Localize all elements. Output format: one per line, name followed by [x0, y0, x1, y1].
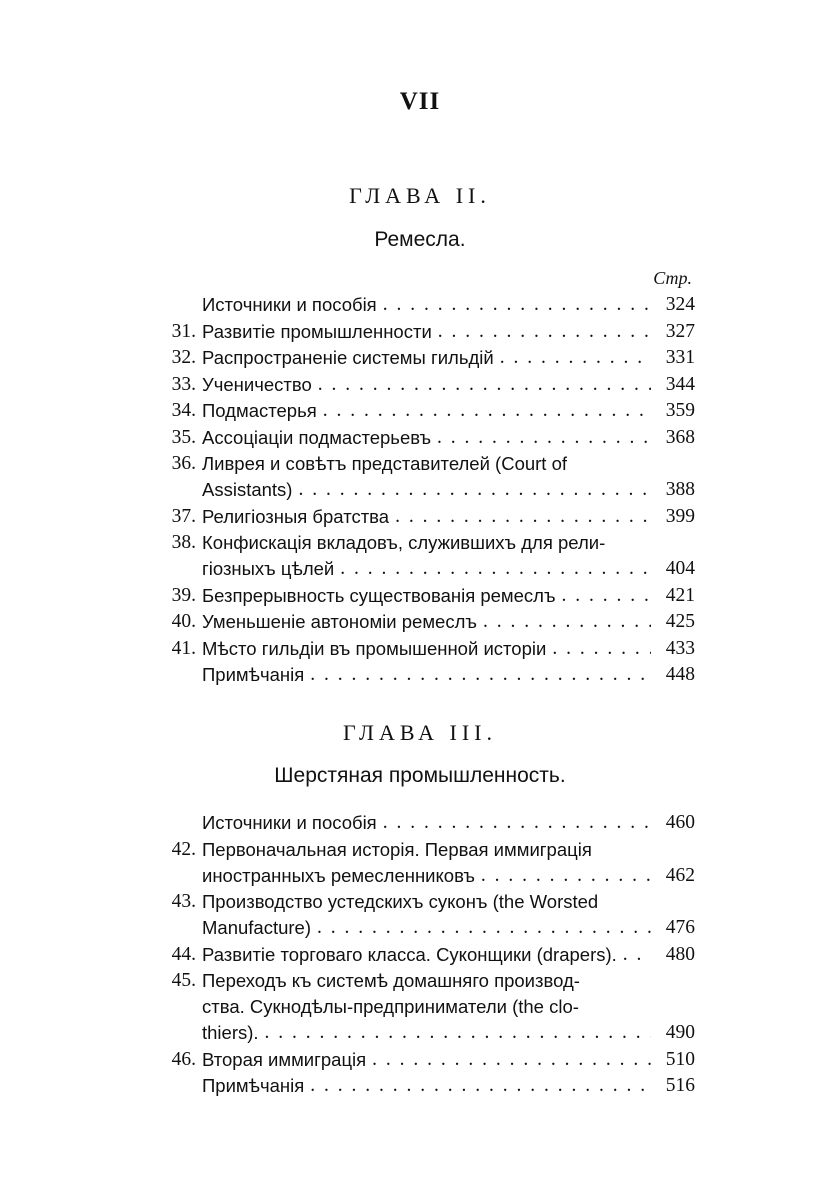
entry-page: 324	[665, 294, 695, 315]
chapter-heading: ГЛАВА III.	[342, 720, 498, 745]
toc-entry[interactable]	[150, 345, 695, 371]
entry-title: Примѣчанія	[202, 664, 305, 685]
dot-leader	[389, 504, 651, 530]
dot-leader	[317, 398, 651, 424]
toc-entry[interactable]	[150, 636, 695, 662]
toc-entry[interactable]	[150, 609, 695, 635]
entry-number: 39.	[171, 584, 196, 606]
toc-entry[interactable]	[150, 810, 695, 836]
toc-entry[interactable]	[150, 398, 695, 424]
toc-entry[interactable]	[150, 583, 695, 609]
entry-number: 35.	[171, 426, 196, 448]
entry-page: 404	[665, 558, 695, 579]
entry-title: Assistants)	[202, 479, 293, 500]
page-number: VII	[399, 88, 441, 115]
dot-leader	[546, 636, 651, 662]
entry-page: 425	[665, 611, 695, 632]
entry-page: 344	[665, 373, 695, 395]
entry-title: thiers).	[202, 1022, 259, 1043]
toc-entry[interactable]	[150, 319, 695, 345]
entry-title: Ливрея и совѣтъ представителей (Court of	[202, 453, 568, 474]
chapter-heading: ГЛАВА II.	[349, 183, 491, 208]
entry-title: Источники и пособія	[202, 812, 377, 833]
entry-title: Источники и пособія	[202, 294, 377, 315]
entry-title: Безпрерывность существованія ремеслъ	[202, 584, 556, 606]
entry-number: 33.	[171, 373, 196, 395]
entry-page: 359	[665, 400, 695, 421]
toc-entry[interactable]	[150, 1047, 695, 1073]
entry-title: ства. Сукнодѣлы-предприниматели (the clo-	[202, 996, 579, 1017]
page-column-label: Стр.	[653, 268, 692, 288]
entry-title: гіозныхъ цѣлей	[202, 558, 335, 579]
entry-page: 510	[665, 1048, 695, 1070]
toc-entry[interactable]	[150, 1073, 695, 1099]
dot-leader	[304, 662, 651, 688]
toc-entry[interactable]	[150, 425, 695, 451]
entry-number: 43.	[171, 891, 196, 912]
entry-title: Первоначальная исторія. Первая иммиграція	[202, 838, 592, 860]
entry-title: Конфискація вкладовъ, служившихъ для рели-	[202, 532, 606, 553]
entry-number: 37.	[171, 505, 196, 527]
toc-entry[interactable]	[150, 662, 695, 688]
entry-page: 368	[665, 426, 695, 448]
entry-page: 448	[665, 664, 695, 685]
toc-entry[interactable]	[150, 942, 695, 968]
entry-page: 516	[665, 1075, 695, 1096]
toc-entry[interactable]	[150, 504, 695, 530]
entry-title: Ассоціаціи подмастерьевъ	[202, 426, 432, 448]
dot-leader	[475, 863, 651, 889]
entry-number: 42.	[171, 838, 196, 860]
chapter-title: Шерстяная промышленность.	[274, 764, 566, 787]
chapter-title: Ремесла.	[374, 228, 466, 251]
dot-leader	[432, 319, 651, 345]
entry-number: 38.	[171, 532, 196, 553]
dot-leader	[312, 372, 651, 398]
entry-page: 462	[665, 864, 695, 886]
entry-title: Производство устедскихъ суконъ (the Worsted	[202, 891, 599, 912]
entry-title: Переходъ къ системѣ домашняго производ-	[202, 970, 580, 991]
dot-leader	[556, 583, 651, 609]
entry-title: Распространеніе системы гильдій	[202, 347, 494, 368]
entry-number: 34.	[171, 400, 196, 421]
dot-leader	[311, 915, 651, 941]
entry-number: 44.	[171, 943, 196, 965]
entry-page: 388	[665, 479, 695, 500]
toc-entry[interactable]	[150, 837, 695, 889]
toc-entry[interactable]	[150, 372, 695, 398]
dot-leader	[377, 292, 651, 318]
entry-number: 32.	[171, 347, 196, 368]
entry-number: 46.	[171, 1048, 196, 1070]
dot-leader	[377, 810, 651, 836]
entry-page: 476	[665, 917, 695, 938]
entry-number: 36.	[171, 453, 196, 474]
entry-number: 40.	[171, 611, 196, 632]
toc-entry[interactable]	[150, 292, 695, 318]
entry-page: 490	[665, 1022, 695, 1043]
entry-number: 31.	[171, 320, 196, 342]
dot-leader	[431, 425, 651, 451]
entry-page: 433	[665, 637, 695, 659]
dot-leader	[259, 1020, 651, 1046]
entry-number: 41.	[171, 637, 196, 659]
entry-page: 331	[665, 347, 695, 368]
entry-page: 460	[665, 812, 695, 833]
toc-entry[interactable]	[150, 968, 695, 1046]
entry-title: Развитіе промышленности	[202, 320, 432, 342]
entry-title: Подмастерья	[202, 400, 317, 421]
entry-title: Manufacture)	[202, 917, 311, 938]
dot-leader	[292, 477, 651, 503]
entry-title: Развитіе торговаго класса. Суконщики (drapers).	[202, 943, 617, 965]
dot-leader	[334, 556, 651, 582]
entry-title: Примѣчанія	[202, 1075, 305, 1096]
entry-page: 399	[665, 505, 695, 527]
entry-title: Уменьшеніе автономіи ремеслъ	[202, 611, 477, 632]
dot-leader	[304, 1073, 651, 1099]
dot-leader	[477, 609, 651, 635]
toc-entry[interactable]	[150, 451, 695, 503]
entry-title: Ученичество	[202, 373, 312, 395]
entry-title: иностранныхъ ремесленниковъ	[202, 864, 475, 886]
dot-leader	[617, 942, 651, 968]
dot-leader	[494, 345, 651, 371]
entry-title: Мѣсто гильдіи въ промышенной исторіи	[202, 637, 547, 659]
toc-entry[interactable]	[150, 889, 695, 941]
entry-title: Религіозныя братства	[202, 505, 390, 527]
entry-number: 45.	[171, 970, 196, 991]
entry-title: Вторая иммиграція	[202, 1048, 367, 1070]
entry-page: 480	[665, 943, 695, 965]
dot-leader	[366, 1047, 651, 1073]
toc-entry[interactable]	[150, 530, 695, 582]
entry-page: 421	[665, 584, 695, 606]
entry-page: 327	[665, 320, 695, 342]
